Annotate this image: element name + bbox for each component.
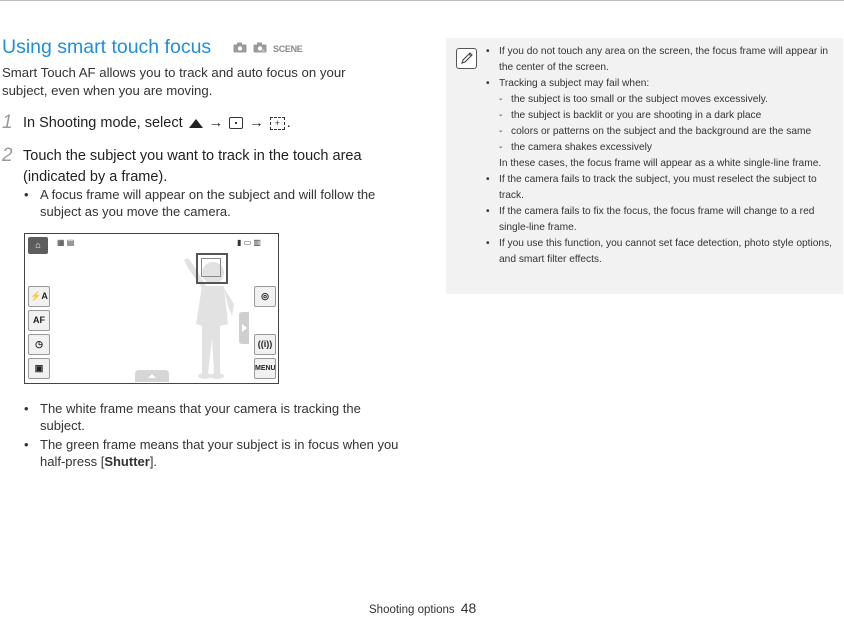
note-subitem-wrap xyxy=(486,92,838,172)
step-number: 1 xyxy=(2,112,13,133)
list-item xyxy=(24,436,404,470)
smart-camera-icon xyxy=(253,42,267,56)
note-subitem xyxy=(499,124,838,140)
note-text: the camera shakes excessively xyxy=(511,142,652,153)
step-2-line2: (indicated by a frame). xyxy=(23,169,168,185)
bullet-icon: • xyxy=(486,174,490,185)
top-rule xyxy=(0,0,844,1)
focus-area-icon xyxy=(229,117,243,129)
wifi-icon: ((i)) xyxy=(254,334,276,355)
note-item xyxy=(486,44,838,76)
note-subitem xyxy=(499,92,838,108)
note-item xyxy=(486,76,838,92)
af-icon: AF xyxy=(28,310,50,331)
bullet-icon: • xyxy=(24,401,29,416)
camera-icon xyxy=(233,42,247,56)
bullet-text: The white frame means that your camera is tracking the subject. xyxy=(40,401,361,433)
note-text: If the camera fails to track the subject, you must reselect the subject to track. xyxy=(499,174,817,201)
note-list xyxy=(486,44,838,268)
display-icon: ▣ xyxy=(28,358,50,379)
bullet-text: A focus frame will appear on the subject and will follow the subject as you move the camera. xyxy=(40,187,376,219)
note-subitem xyxy=(499,140,838,156)
menu-icon: MENU xyxy=(254,358,276,379)
note-text: Tracking a subject may fail when: xyxy=(499,78,650,89)
note-item xyxy=(486,172,838,204)
intro-text: Smart Touch AF allows you to track and auto focus on your subject, even when you are moving. xyxy=(2,65,346,98)
bullet-text-part: The green frame means that your subject is in focus when you half-press [ xyxy=(40,437,399,469)
status-icons-right: ▮ ▭ ▥ xyxy=(237,238,261,247)
bullet-icon: • xyxy=(486,46,490,57)
note-item xyxy=(486,204,838,236)
bullet-icon: • xyxy=(486,206,490,217)
arrow-icon: → xyxy=(249,115,264,131)
step-2 xyxy=(2,145,402,188)
bottom-menu-tab xyxy=(135,370,169,382)
note-text: colors or patterns on the subject and the background are the same xyxy=(511,126,812,137)
step-1 xyxy=(2,112,291,134)
bullet-icon: • xyxy=(486,78,490,89)
note-pencil-icon xyxy=(456,48,477,69)
note-text: If you do not touch any area on the screen, the focus frame will appear in the center of the screen. xyxy=(499,46,829,73)
arrow-icon: → xyxy=(208,115,224,131)
camera-screen-illustration xyxy=(24,233,279,384)
bullet-icon: • xyxy=(24,187,29,202)
note-text: the subject is backlit or you are shooting in a dark place xyxy=(511,110,762,121)
note-text: the subject is too small or the subject moves excessively. xyxy=(511,94,768,105)
note-text: If the camera fails to fix the focus, the focus frame will change to a red single-line frame. xyxy=(499,206,815,233)
page-title: Using smart touch focus xyxy=(2,36,212,58)
page-number: 48 xyxy=(460,600,477,616)
footer-section: Shooting options xyxy=(369,604,455,616)
list-item xyxy=(24,400,404,434)
page-footer xyxy=(369,600,476,616)
dash-icon: - xyxy=(499,94,503,105)
timer-icon: ◷ xyxy=(28,334,50,355)
shutter-label: Shutter xyxy=(104,454,150,469)
note-box xyxy=(446,38,843,294)
bullet-icon: • xyxy=(486,238,490,249)
note-item xyxy=(486,236,838,268)
dash-icon: - xyxy=(499,126,503,137)
note-followup: In these cases, the focus frame will appear as a white single-line frame. xyxy=(499,158,822,169)
smart-touch-af-icon: + xyxy=(270,117,285,130)
scene-mode-label: SCENE xyxy=(273,44,303,54)
dash-icon: - xyxy=(499,110,503,121)
dash-icon: - xyxy=(499,142,503,153)
shooting-mode-icon: ⌂ xyxy=(28,237,48,254)
list-item xyxy=(24,186,384,220)
smart-filter-icon: ◎ xyxy=(254,286,276,307)
bullet-text xyxy=(24,436,404,470)
step-2-line1: Touch the subject you want to track in the touch area xyxy=(23,148,362,164)
svg-text:S: S xyxy=(262,48,265,53)
note-text: If you use this function, you cannot set face detection, photo style options, and smart filter effects. xyxy=(499,238,832,265)
bullet-text-part: ]. xyxy=(149,454,158,469)
menu-up-icon xyxy=(189,119,203,128)
step-number: 2 xyxy=(2,145,13,166)
status-icons-left: ▦ ▤ xyxy=(57,238,75,247)
flash-icon: ⚡A xyxy=(28,286,50,307)
side-panel-handle xyxy=(239,312,249,344)
mode-icons xyxy=(233,42,303,56)
step-1-end: . xyxy=(286,115,291,131)
note-subitem xyxy=(499,108,838,124)
focus-frame xyxy=(196,253,228,284)
step-1-text: In Shooting mode, select xyxy=(23,115,183,131)
bullet-icon: • xyxy=(24,437,29,452)
